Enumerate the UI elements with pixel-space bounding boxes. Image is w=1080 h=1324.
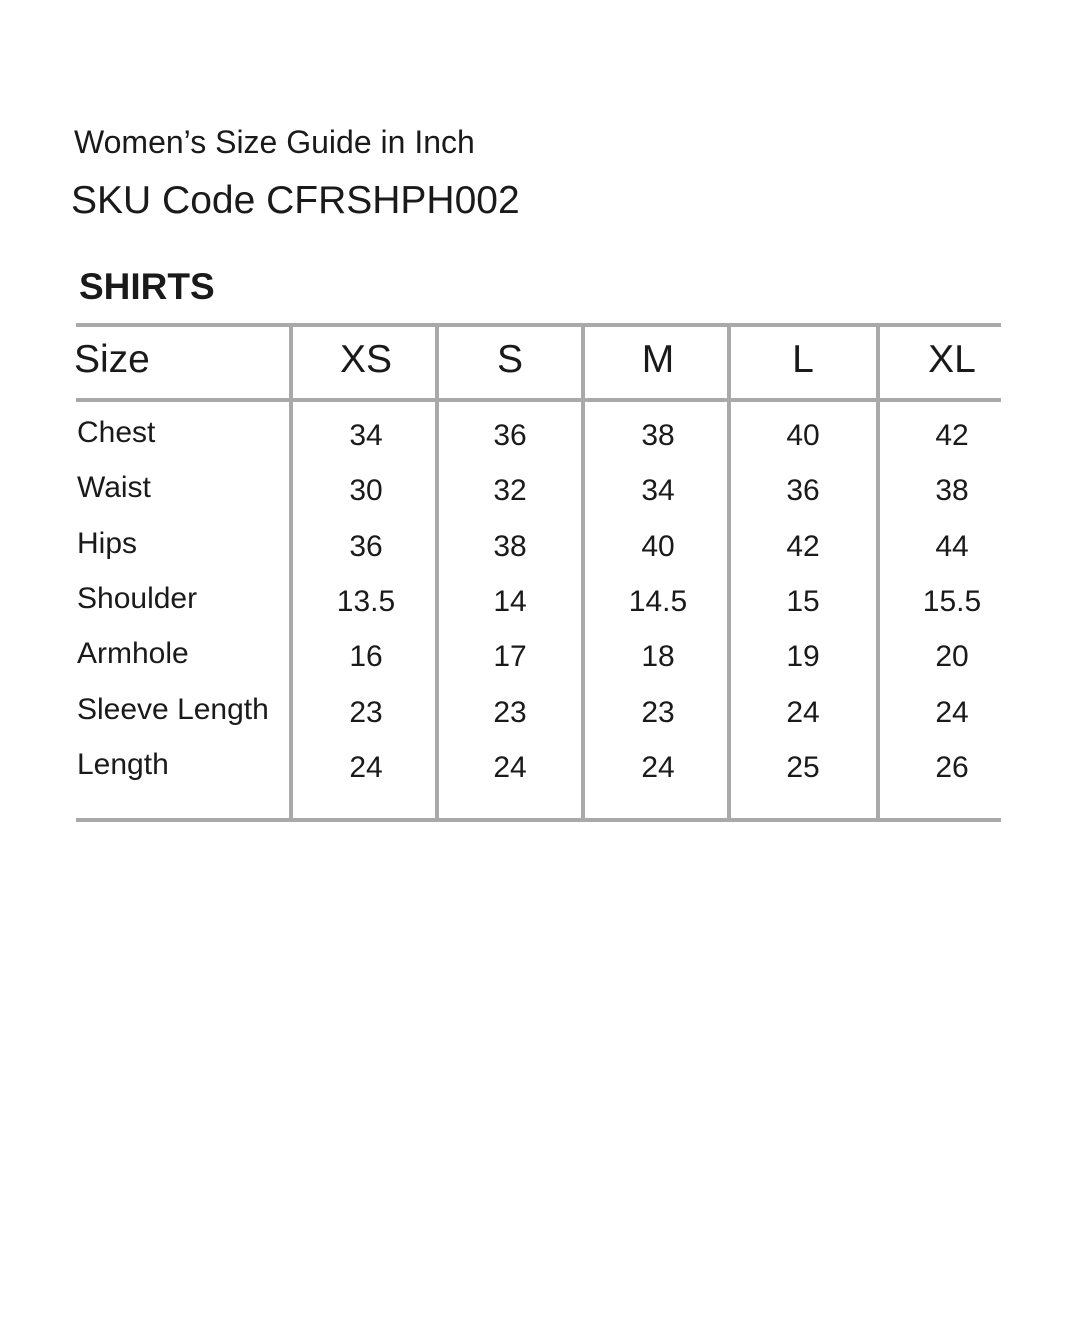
table-header-rule xyxy=(76,398,1001,402)
cell-waist-m: 34 xyxy=(641,474,675,507)
row-label-length: Length xyxy=(77,748,169,781)
cell-waist-l: 36 xyxy=(786,474,820,507)
size-header-s: S xyxy=(496,338,523,381)
cell-waist-xl: 38 xyxy=(935,474,969,507)
sku-code: SKU Code CFRSHPH002 xyxy=(71,179,520,222)
size-header-l: L xyxy=(792,338,814,381)
size-header-m: M xyxy=(641,338,675,381)
cell-sleeve-length-l: 24 xyxy=(786,696,820,729)
column-divider xyxy=(581,323,585,822)
cell-sleeve-length-xl: 24 xyxy=(935,696,969,729)
size-header-xl: XL xyxy=(928,338,976,381)
size-header-xs: XS xyxy=(339,338,393,381)
cell-chest-s: 36 xyxy=(493,419,527,452)
cell-shoulder-m: 14.5 xyxy=(628,585,688,618)
size-guide-subtitle: Women’s Size Guide in Inch xyxy=(74,124,475,160)
cell-armhole-s: 17 xyxy=(493,640,527,673)
cell-shoulder-s: 14 xyxy=(493,585,527,618)
cell-sleeve-length-xs: 23 xyxy=(349,696,383,729)
cell-chest-l: 40 xyxy=(786,419,820,452)
cell-hips-l: 42 xyxy=(786,530,820,563)
cell-length-xl: 26 xyxy=(935,751,969,784)
row-label-hips: Hips xyxy=(77,527,138,560)
cell-sleeve-length-m: 23 xyxy=(641,696,675,729)
section-title: SHIRTS xyxy=(79,266,215,307)
cell-waist-s: 32 xyxy=(493,474,527,507)
cell-armhole-m: 18 xyxy=(641,640,675,673)
row-label-armhole: Armhole xyxy=(77,637,189,670)
cell-chest-xs: 34 xyxy=(349,419,383,452)
column-divider xyxy=(727,323,731,822)
size-chart-table xyxy=(76,323,1001,823)
cell-sleeve-length-s: 23 xyxy=(493,696,527,729)
cell-armhole-xl: 20 xyxy=(935,640,969,673)
cell-chest-m: 38 xyxy=(641,419,675,452)
table-top-rule xyxy=(76,323,1001,327)
column-divider xyxy=(435,323,439,822)
cell-chest-xl: 42 xyxy=(935,419,969,452)
cell-hips-s: 38 xyxy=(493,530,527,563)
cell-length-l: 25 xyxy=(786,751,820,784)
cell-waist-xs: 30 xyxy=(349,474,383,507)
cell-shoulder-xs: 13.5 xyxy=(336,585,396,618)
cell-armhole-l: 19 xyxy=(786,640,820,673)
row-label-shoulder: Shoulder xyxy=(77,582,198,615)
row-label-chest: Chest xyxy=(77,416,156,449)
cell-length-s: 24 xyxy=(493,751,527,784)
cell-armhole-xs: 16 xyxy=(349,640,383,673)
table-bottom-rule xyxy=(76,818,1001,822)
column-divider xyxy=(289,323,293,822)
size-column-header: Size xyxy=(74,338,150,381)
cell-shoulder-xl: 15.5 xyxy=(922,585,982,618)
cell-length-xs: 24 xyxy=(349,751,383,784)
column-divider xyxy=(876,323,880,818)
cell-hips-m: 40 xyxy=(641,530,675,563)
cell-hips-xs: 36 xyxy=(349,530,383,563)
cell-length-m: 24 xyxy=(641,751,675,784)
cell-hips-xl: 44 xyxy=(935,530,969,563)
cell-shoulder-l: 15 xyxy=(786,585,820,618)
row-label-sleeve-length: Sleeve Length xyxy=(77,693,269,726)
row-label-waist: Waist xyxy=(77,471,151,504)
